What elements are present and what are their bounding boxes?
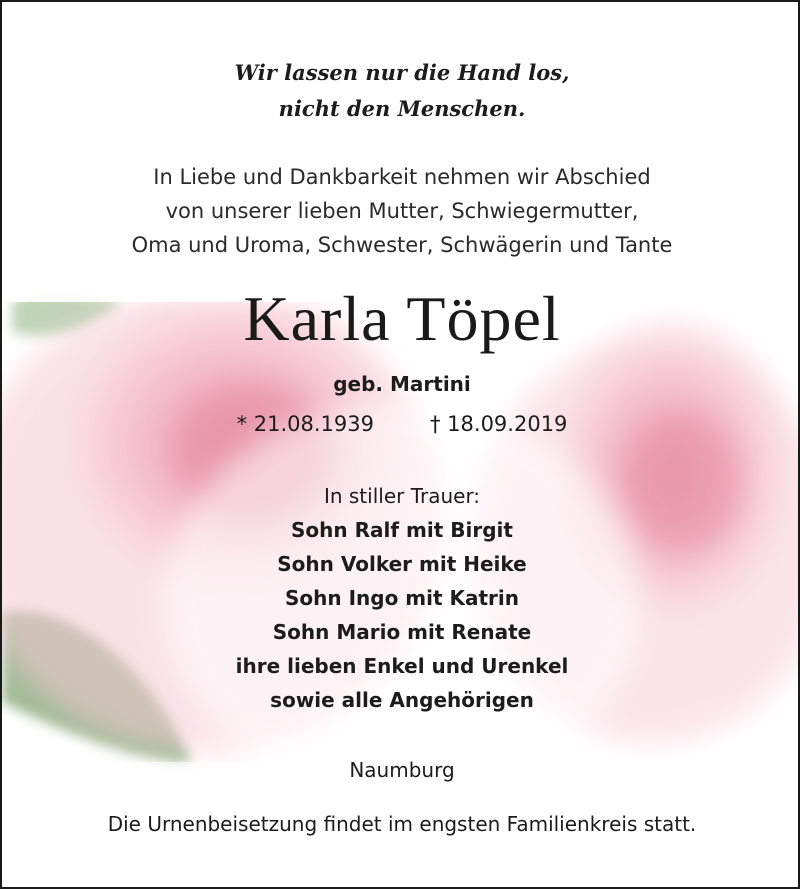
intro-line-1: In Liebe und Dankbarkeit nehmen wir Abschied	[153, 165, 651, 189]
mourner-2: Sohn Volker mit Heike	[277, 552, 527, 576]
funeral-note: Die Urnenbeisetzung findet im engsten Familienkreis statt.	[107, 812, 697, 836]
life-dates	[2, 412, 800, 436]
motto-line-1: Wir lassen nur die Hand los,	[234, 60, 570, 85]
intro-line-3: Oma und Uroma, Schwester, Schwägerin und Tante	[131, 233, 673, 257]
death-date: † 18.09.2019	[430, 412, 568, 436]
motto-line-2: nicht den Menschen.	[278, 96, 526, 121]
deceased-name: Karla Töpel	[243, 283, 561, 354]
birth-date: * 21.08.1939	[236, 412, 374, 436]
mourner-6: sowie alle Angehörigen	[270, 688, 534, 712]
maiden-name: geb. Martini	[333, 372, 471, 396]
mourning-intro: In stiller Trauer:	[323, 484, 481, 508]
mourner-4: Sohn Mario mit Renate	[272, 620, 532, 644]
intro-line-2: von unserer lieben Mutter, Schwiegermutter,	[165, 199, 639, 223]
mourner-1: Sohn Ralf mit Birgit	[291, 518, 513, 542]
mourner-3: Sohn Ingo mit Katrin	[284, 586, 519, 610]
place: Naumburg	[349, 758, 455, 782]
mourner-5: ihre lieben Enkel und Urenkel	[235, 654, 569, 678]
